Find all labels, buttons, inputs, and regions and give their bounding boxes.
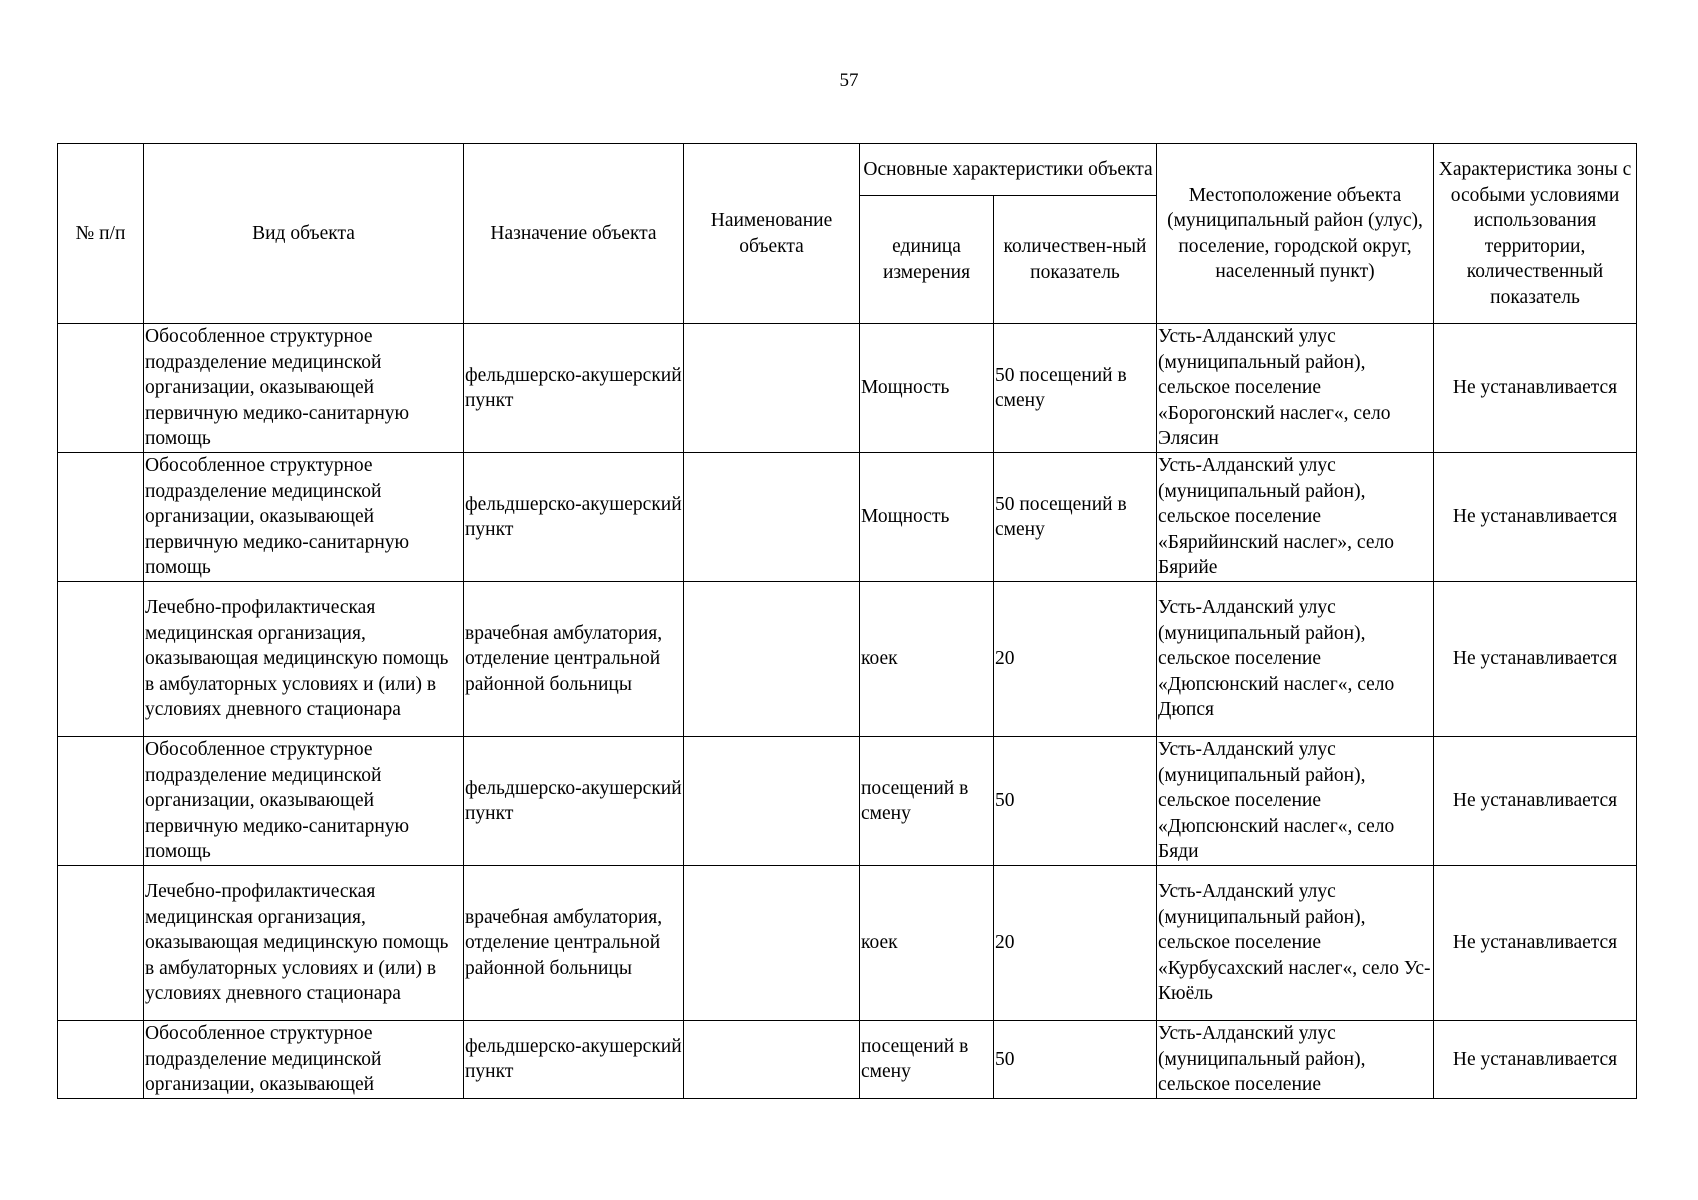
cell-unit: коек bbox=[860, 582, 994, 737]
cell-zone: Не устанавливается bbox=[1434, 324, 1637, 453]
cell-zone: Не устанавливается bbox=[1434, 453, 1637, 582]
cell-location: Усть-Алданский улус (муниципальный район), сельское поселение «Дюпсюнский наслег«, село Дюпся bbox=[1157, 582, 1434, 737]
cell-object-type: Обособленное структурное подразделение медицинской организации, оказывающей первичную медико-санитарную помощь bbox=[144, 453, 464, 582]
cell-quantity: 50 bbox=[994, 737, 1157, 866]
cell-name bbox=[684, 453, 860, 582]
cell-location: Усть-Алданский улус (муниципальный район), сельское поселение bbox=[1157, 1021, 1434, 1099]
cell-num bbox=[58, 582, 144, 737]
cell-name bbox=[684, 324, 860, 453]
header-unit: единица измерения bbox=[860, 196, 994, 324]
cell-name bbox=[684, 866, 860, 1021]
header-name: Наименование объекта bbox=[684, 144, 860, 324]
cell-location: Усть-Алданский улус (муниципальный район), сельское поселение «Курбусахский наслег«, село Ус-Кюёль bbox=[1157, 866, 1434, 1021]
cell-object-type: Обособленное структурное подразделение медицинской организации, оказывающей первичную медико-санитарную помощь bbox=[144, 324, 464, 453]
cell-zone: Не устанавливается bbox=[1434, 866, 1637, 1021]
table-row bbox=[58, 1021, 1637, 1099]
header-zone: Характеристика зоны с особыми условиями использования территории, количественный показатель bbox=[1434, 144, 1637, 324]
header-purpose: Назначение объекта bbox=[464, 144, 684, 324]
cell-unit: Мощность bbox=[860, 324, 994, 453]
cell-unit: посещений в смену bbox=[860, 1021, 994, 1099]
cell-unit: посещений в смену bbox=[860, 737, 994, 866]
table-row bbox=[58, 582, 1637, 737]
cell-quantity: 50 посещений в смену bbox=[994, 324, 1157, 453]
cell-purpose: фельдшерско-акушерский пункт bbox=[464, 324, 684, 453]
header-object-type: Вид объекта bbox=[144, 144, 464, 324]
cell-zone: Не устанавливается bbox=[1434, 582, 1637, 737]
cell-name bbox=[684, 1021, 860, 1099]
header-main-characteristics: Основные характеристики объекта bbox=[860, 144, 1157, 196]
cell-purpose: врачебная амбулатория, отделение центральной районной больницы bbox=[464, 582, 684, 737]
page-number: 57 bbox=[839, 70, 859, 91]
cell-quantity: 20 bbox=[994, 582, 1157, 737]
cell-zone: Не устанавливается bbox=[1434, 1021, 1637, 1099]
cell-num bbox=[58, 1021, 144, 1099]
header-num: № п/п bbox=[58, 144, 144, 324]
cell-unit: коек bbox=[860, 866, 994, 1021]
table-row bbox=[58, 324, 1637, 453]
cell-purpose: фельдшерско-акушерский пункт bbox=[464, 453, 684, 582]
cell-purpose: врачебная амбулатория, отделение центральной районной больницы bbox=[464, 866, 684, 1021]
cell-purpose: фельдшерско-акушерский пункт bbox=[464, 1021, 684, 1099]
cell-quantity: 20 bbox=[994, 866, 1157, 1021]
cell-name bbox=[684, 582, 860, 737]
table-row bbox=[58, 453, 1637, 582]
cell-unit: Мощность bbox=[860, 453, 994, 582]
cell-location: Усть-Алданский улус (муниципальный район), сельское поселение «Дюпсюнский наслег«, село Бяди bbox=[1157, 737, 1434, 866]
table-row bbox=[58, 737, 1637, 866]
cell-object-type: Обособленное структурное подразделение медицинской организации, оказывающей первичную медико-санитарную помощь bbox=[144, 737, 464, 866]
cell-quantity: 50 посещений в смену bbox=[994, 453, 1157, 582]
table-row bbox=[58, 866, 1637, 1021]
cell-object-type: Лечебно-профилактическая медицинская организация, оказывающая медицинскую помощь в амбулаторных условиях и (или) в условиях дневного стационара bbox=[144, 582, 464, 737]
header-quantity: количествен-ный показатель bbox=[994, 196, 1157, 324]
cell-num bbox=[58, 324, 144, 453]
cell-location: Усть-Алданский улус (муниципальный район), сельское поселение «Бярийинский наслег», село Бярийе bbox=[1157, 453, 1434, 582]
cell-quantity: 50 bbox=[994, 1021, 1157, 1099]
cell-num bbox=[58, 737, 144, 866]
cell-object-type: Обособленное структурное подразделение медицинской организации, оказывающей bbox=[144, 1021, 464, 1099]
header-location: Местоположение объекта (муниципальный район (улус), поселение, городской округ, населенный пункт) bbox=[1157, 144, 1434, 324]
cell-num bbox=[58, 453, 144, 582]
cell-zone: Не устанавливается bbox=[1434, 737, 1637, 866]
cell-num bbox=[58, 866, 144, 1021]
cell-object-type: Лечебно-профилактическая медицинская организация, оказывающая медицинскую помощь в амбулаторных условиях и (или) в условиях дневного стационара bbox=[144, 866, 464, 1021]
cell-name bbox=[684, 737, 860, 866]
cell-purpose: фельдшерско-акушерский пункт bbox=[464, 737, 684, 866]
header-row-top bbox=[58, 144, 1637, 196]
objects-table bbox=[57, 143, 1637, 1099]
cell-location: Усть-Алданский улус (муниципальный район), сельское поселение «Борогонский наслег«, село Элясин bbox=[1157, 324, 1434, 453]
